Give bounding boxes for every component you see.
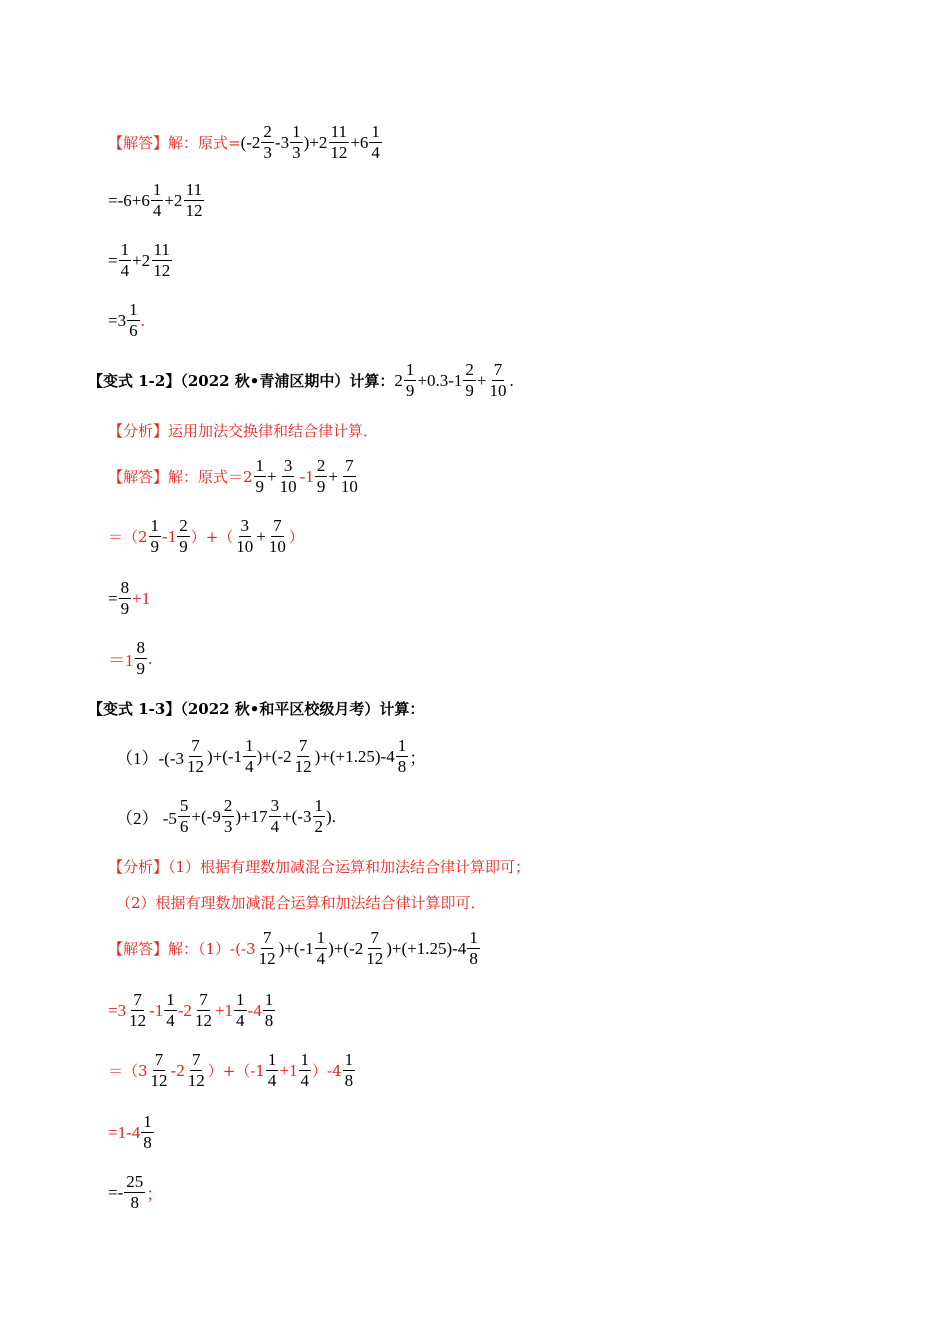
expr-text: +1 [279,1060,298,1080]
expr-text: -2 [170,1060,185,1080]
expr-text: -4 [247,1000,262,1020]
expr-text: ） [288,528,304,546]
expr-text: +1 [214,1000,234,1020]
expr-text: =3 [108,310,127,330]
step-line [108,180,205,221]
expr-text: . [140,310,145,330]
analysis-text: 【分析】运用加法交换律和结合律计算． [108,422,379,440]
expr-text: +1 [132,588,151,608]
fraction: $\frac{1}{4}$ [166,990,175,1030]
expr-text: . [148,648,153,668]
fraction: $\frac{7}{10}$ [268,516,286,556]
fraction: $\frac{1}{8}$ [469,928,478,968]
fraction: $\frac{1}{9}$ [150,516,160,556]
step-line [108,516,304,557]
analysis-line [108,420,378,441]
fraction: $\frac{3}{10}$ [236,516,254,556]
fraction: $\frac{1}{9}$ [405,360,415,400]
fraction: $\frac{7}{12}$ [187,1050,205,1090]
expr-text: +2 [164,190,183,210]
expr-text: =3 [108,1000,127,1020]
expr-text: ＝（3 [108,1062,148,1080]
expr-text: -3 [274,132,290,152]
variant-1-3-heading [88,698,424,719]
fraction: $\frac{1}{8}$ [397,736,407,776]
expr-text: +0.3-1 [417,370,463,390]
fraction: $\frac{7}{12}$ [129,990,147,1030]
fraction: $\frac{8}{9}$ [136,638,145,678]
expr-text: （1）-(-3 [116,749,184,768]
expr-text: + [267,466,277,486]
fraction: $\frac{1}{8}$ [264,990,274,1030]
step-line [108,300,145,341]
fraction: $\frac{1}{2}$ [314,796,324,836]
fraction: $\frac{7}{12}$ [150,1050,168,1090]
fraction: $\frac{2}{9}$ [316,456,326,496]
answer-label: 【解答】解：（1）-(-3 [108,940,256,958]
fraction: $\frac{2}{9}$ [179,516,188,556]
fraction: $\frac{25}{8}$ [126,1172,144,1212]
expr-text: )+(-2 [328,938,364,958]
step-line [108,1050,356,1091]
step-line [108,1172,163,1213]
fraction: $\frac{5}{6}$ [179,796,189,836]
expr-text: =-6+6 [108,190,150,210]
fraction: $\frac{11}{12}$ [185,180,203,220]
expr-text: +(-3 [282,806,312,826]
expr-text: ）+（ [190,528,234,546]
fraction: $\frac{1}{6}$ [129,300,138,340]
answer-line [108,456,361,497]
fraction: $\frac{7}{12}$ [366,928,384,968]
expr-text: )+(-1 [206,746,243,766]
expr-text: 2 [394,370,403,390]
fraction: $\frac{1}{4}$ [245,736,254,776]
expr-text: +6 [350,132,369,152]
fraction: $\frac{2}{3}$ [263,122,272,162]
fraction: $\frac{1}{4}$ [236,990,245,1030]
fraction: $\frac{1}{4}$ [152,180,162,220]
fraction: $\frac{7}{12}$ [186,736,204,776]
answer-label: 【解答】解：原式= [108,134,241,152]
fraction: $\frac{1}{3}$ [292,122,301,162]
step-line [108,1112,155,1153]
expr-text: )+(-1 [278,938,314,958]
fraction: $\frac{7}{10}$ [489,360,507,400]
fraction: $\frac{2}{9}$ [465,360,474,400]
fraction: $\frac{3}{10}$ [279,456,297,496]
fraction: $\frac{3}{4}$ [270,796,280,836]
expr-text: )+(-2 [256,746,292,766]
expr-text: +2 [132,250,151,270]
expr-text: +(-9 [191,806,221,826]
expr-text: )+17 [235,806,268,826]
expr-text: )+(+1.25)-4 [314,746,395,766]
answer-line [108,928,481,969]
fraction: $\frac{1}{4}$ [267,1050,277,1090]
expr-text: （2） -5 [116,809,177,828]
expr-text: -1 [162,526,177,546]
expr-text: =- [108,1182,124,1202]
fraction: $\frac{1}{4}$ [316,928,326,968]
expr-text: ＝（2 [108,528,148,546]
variant-1-2-heading [88,360,514,401]
fraction: $\frac{2}{3}$ [223,796,233,836]
problem-2 [116,796,336,837]
fraction: $\frac{1}{4}$ [120,240,130,280]
expr-text: . [509,370,514,390]
variant-label: 【变式 1-3】（2022 秋•和平区校级月考）计算： [88,700,425,718]
expr-text: =1-4 [108,1122,141,1142]
analysis-line [108,856,530,877]
analysis-text: （2）根据有理数加减混合运算和加法结合律计算即可． [116,894,486,912]
expr-text: ； [409,749,427,768]
expr-text: ). [326,806,336,826]
expr-text: = [108,588,118,608]
expr-text: ； [146,1185,164,1204]
fraction: $\frac{7}{12}$ [294,736,312,776]
fraction: $\frac{1}{9}$ [255,456,265,496]
analysis-line [116,892,486,913]
expr-text: (-2 [240,132,261,152]
expr-text: -2 [177,1000,192,1020]
answer-line-1 [108,122,383,163]
expr-text: + [328,466,338,486]
fraction: $\frac{1}{8}$ [143,1112,152,1152]
fraction: $\frac{11}{12}$ [153,240,171,280]
expr-text: ）-4 [312,1062,342,1080]
expr-text: = [108,250,118,270]
expr-text: -1 [299,466,314,486]
expr-text: ）+（-1 [207,1062,265,1080]
fraction: $\frac{7}{12}$ [258,928,276,968]
problem-1 [116,736,426,777]
fraction: $\frac{11}{12}$ [330,122,348,162]
variant-label: 【变式 1-2】（2022 秋•青浦区期中）计算： [88,372,395,390]
analysis-text: 【分析】（1）根据有理数加减混合运算和加法结合律计算即可； [108,858,531,876]
fraction: $\frac{1}{8}$ [344,1050,354,1090]
expr-text: )+(+1.25)-4 [386,938,467,958]
fraction: $\frac{7}{12}$ [194,990,212,1030]
answer-label: 【解答】解：原式＝2 [108,468,253,486]
expr-text: -1 [149,1000,164,1020]
step-line [108,990,276,1031]
fraction: $\frac{8}{9}$ [120,578,130,618]
step-line [108,578,150,619]
expr-text: )+2 [303,132,328,152]
fraction: $\frac{1}{4}$ [300,1050,309,1090]
fraction: $\frac{1}{4}$ [371,122,380,162]
expr-text: + [476,370,487,390]
step-line [108,638,152,679]
expr-text: ＝1 [108,651,134,670]
expr-text: + [256,526,266,546]
step-line [108,240,173,281]
fraction: $\frac{7}{10}$ [340,456,358,496]
